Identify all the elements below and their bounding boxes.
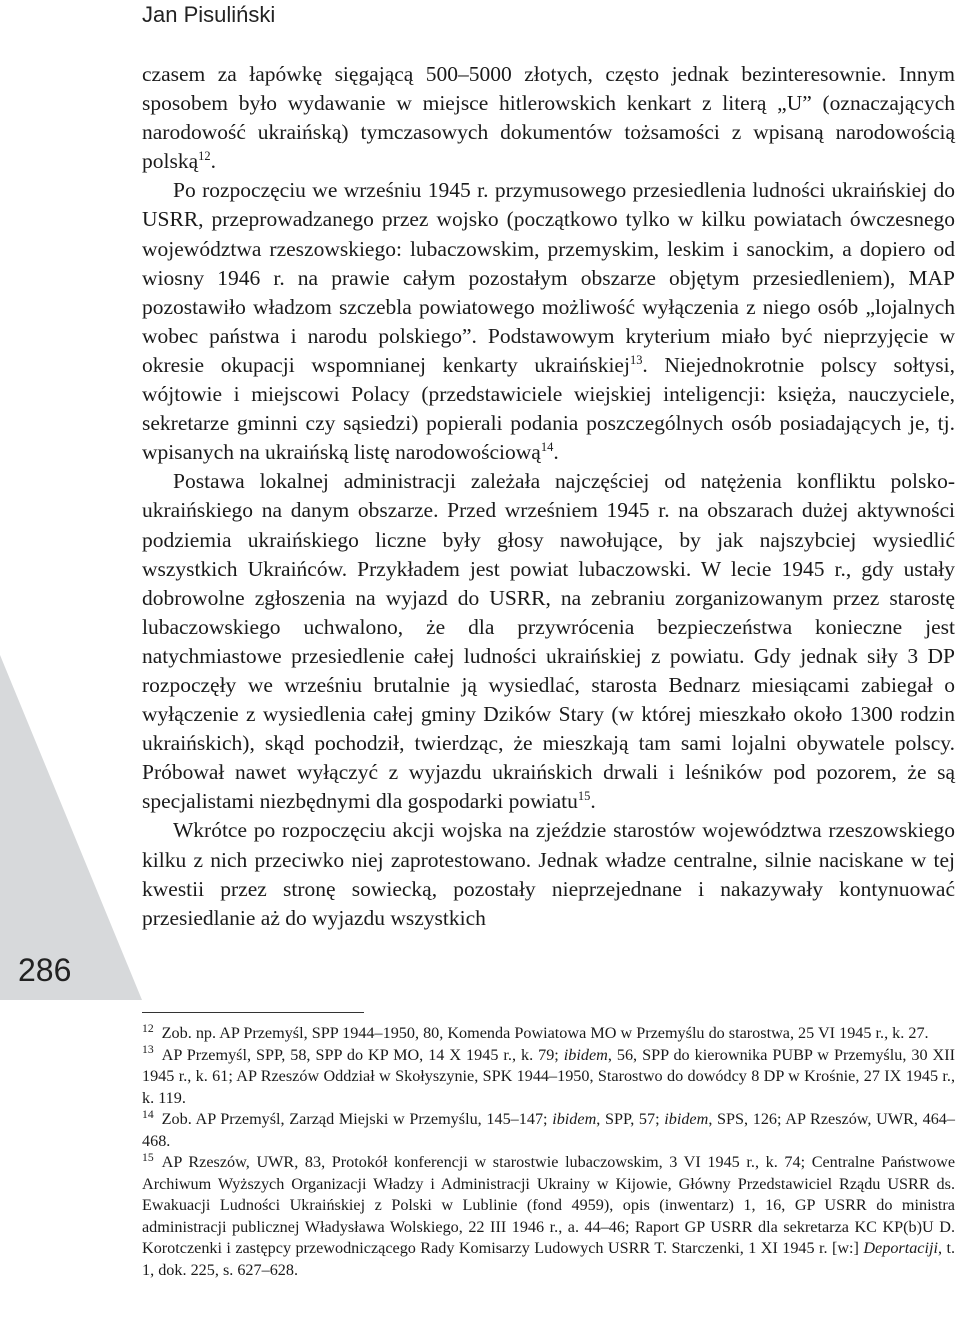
footnote-ref-12[interactable]: 12 xyxy=(198,149,211,164)
footnote-ref-15[interactable]: 15 xyxy=(577,789,591,804)
footnote-15: $^{15}$ AP Rzeszów, UWR, 83, Protokół konferencji w starostwie lubaczowskim, 3 VI 1945 r., k. 74; Centralne Państwowe Archiwum Wyższych Organizacji Władzy i Administracji Ukrainy w Kijowie, Główny Przedstawiciel Rządu USRR ds. Ewakuacji Ludności Ukraińskiej z Polski w Lublinie (fond 4959), opis (inwentarz) 1, 16, GP USRR do ministra administracji publicznej Władysława Wolskiego, 22 III 1946 r., a. 44–46; Raport GP USRR dla sekretarza KC KP(b)U D. Korotczenki i zastępcy przewodniczącego Rady Komisarzy Ludowych USRR T. Starczenki, 1 XI 1945 r. [w:] Deportaciji, t. 1, dok. 225, s. 627–628. xyxy=(142,1150,955,1279)
paragraph-4: Wkrótce po rozpoczęciu akcji wojska na zjeździe starostów województwa rzeszowskiego kilku z nich przeciwko niej zaprotestowano. Jednak władze centralne, silnie naciskane w tej kwestii przez stronę sowiecką, pozostały nieprzejednane i nakazywały kontynuować przesiedlanie aż do wyjazdu wszystkich xyxy=(142,818,955,930)
footnote-ref-14[interactable]: 14 xyxy=(540,440,554,455)
paragraph-2: Po rozpoczęciu we wrześniu 1945 r. przymusowego przesiedlenia ludności ukraińskiej do USRR, przeprowadzanego przez wojsko (początkowo tylko w kilku powiatach ówczesnego województwa rzeszowskiego: lubaczowskim, przemyskim, leskim i sanockim, a dopiero od wiosny 1946 r. na prawie całym pozostałym obszarze objętym przesiedleniem), MAP pozostawiło władzom szczebla powiatowego możliwość wyłączenia z niego osób „lojalnych wobec państwa i narodu polskiego”. Podstawowym kryterium miało być nieprzyjęcie w okresie okupacji wspomnianej kenkarty ukraińskiej$^{13}$. Niejednokrotnie polscy sołtysi, wójtowie i miejscowi Polacy (przedstawiciele wiejskiej inteligencji: księża, nauczyciele, sekretarze gminni czy sąsiedzi) popierali podania poszczególnych osób posiadających je, tj. wpisanych na ukraińską listę narodowościową$^{14}$. xyxy=(142,178,955,465)
footnote-13: $^{13}$ AP Przemyśl, SPP, 58, SPP do KP MO, 14 X 1945 r., k. 79; ibidem, 56, SPP do kierownika PUBP w Przemyślu, 30 XII 1945 r., k. 61; AP Rzeszów Oddział w Skołyszynie, SPK 1944–1950, Starostwo do dowódcy 8 DP w Krośnie, 27 IX 1945 r., k. 119. xyxy=(142,1043,955,1107)
footnote-separator xyxy=(142,1012,364,1013)
footnote-ref-13[interactable]: 13 xyxy=(629,352,643,367)
body-text xyxy=(142,60,955,933)
footnotes xyxy=(142,1023,955,1281)
paragraph-1: czasem za łapówkę sięgającą 500–5000 złotych, często jednak bezinteresownie. Innym sposobem było wydawanie w miejsce hitlerowskich kenkart z literą „U” (oznaczających narodowość ukraińską) tymczasowych dokumentów tożsamości z wpisaną narodowością polską$^{12}$. xyxy=(142,62,955,174)
margin-decoration-triangle xyxy=(0,655,142,1000)
footnote-12: $^{12}$ Zob. np. AP Przemyśl, SPP 1944–1950, 80, Komenda Powiatowa MO w Przemyślu do starostwa, 25 VI 1945 r., k. 27. xyxy=(142,1021,929,1042)
footnote-14: $^{14}$ Zob. AP Przemyśl, Zarząd Miejski w Przemyślu, 145–147; ibidem, SPP, 57; ibidem, SPS, 126; AP Rzeszów, UWR, 464–468. xyxy=(142,1107,955,1150)
paragraph-3: Postawa lokalnej administracji zależała najczęściej od natężenia konfliktu polsko-ukraińskiego na danym obszarze. Przed wrześniem 1945 r. na obszarach dużej aktywności podziemia ukraińskiego liczne były głosy nawołujące, by jak najszybciej wysiedlić wszystkich Ukraińców. Przykładem jest powiat lubaczowski. W lecie 1945 r., gdy ustały dobrowolne zgłoszenia na wyjazd do USRR, na zebraniu zorganizowanym przez starostę lubaczowskiego uchwalono, że dla przywrócenia bezpieczeństwa konieczne jest natychmiastowe przesiedlenie całej ludności ukraińskiej z powiatu. Gdy jednak siły 3 DP rozpoczęły we wrześniu brutalnie ją wysiedlać, starosta Bednarz miesiącami zabiegał o wyłączenie z wysiedlenia całej gminy Dzików Stary (w której mieszkało około 1300 rodzin ukraińskich), skąd pochodził, twierdząc, że mieszkają tam sami lojalni obywatele polscy. Próbował nawet wyłączyć z wyjazdu ukraińskich drwali i leśników pod pozorem, że są specjalistami niezbędnymi dla gospodarki powiatu$^{15}$. xyxy=(142,469,955,814)
running-header-author: Jan Pisuliński xyxy=(142,2,276,27)
page-number: 286 xyxy=(18,952,72,988)
